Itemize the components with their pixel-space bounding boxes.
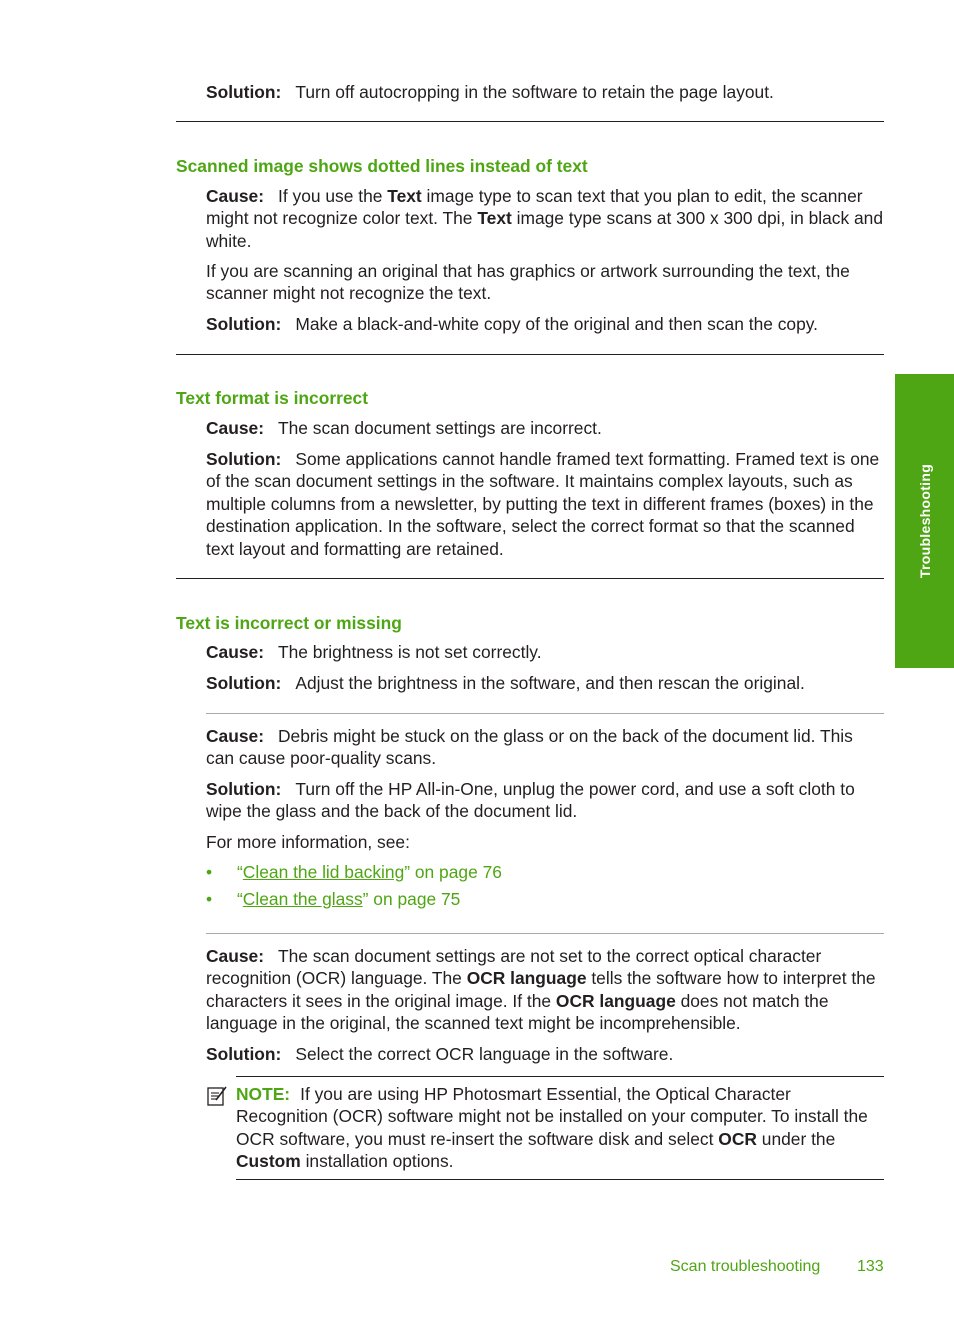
- solution-text: Select the correct OCR language in the software.: [295, 1044, 674, 1064]
- note-top-rule: [236, 1076, 884, 1077]
- cause-paragraph: [206, 725, 884, 770]
- side-tab-label: Troubleshooting: [916, 463, 933, 579]
- divider: [176, 578, 884, 579]
- section-heading-text-format: Text format is incorrect: [176, 388, 368, 408]
- quote-open: “: [237, 862, 243, 882]
- link-text[interactable]: Clean the glass: [242, 889, 363, 909]
- bold-term: Text: [387, 186, 422, 206]
- solution-label: Solution:: [206, 449, 282, 469]
- note-label: NOTE:: [236, 1084, 291, 1104]
- bold-term: Text: [477, 208, 512, 229]
- cause-text: image type scans at 300 x 300 dpi, in black and white.: [206, 208, 884, 251]
- sub-divider: [206, 713, 884, 714]
- bullet: •: [206, 862, 213, 882]
- cause-paragraph: [206, 185, 884, 252]
- bold-term: OCR language: [466, 968, 587, 989]
- page-number: 133: [857, 1258, 884, 1275]
- bold-term: Custom: [236, 1151, 301, 1172]
- divider: [176, 354, 884, 355]
- solution-text: Make a black-and-white copy of the original and then scan the copy.: [295, 314, 819, 334]
- section-heading-dotted-lines: Scanned image shows dotted lines instead of text: [176, 156, 588, 176]
- solution-label: Solution:: [206, 82, 282, 102]
- quote-open: “: [237, 889, 243, 909]
- cause-text: Debris might be stuck on the glass or on the back of the document lid. This can cause poor-quality scans.: [206, 726, 853, 769]
- solution-paragraph: [206, 448, 884, 560]
- cause-label: Cause:: [206, 186, 264, 206]
- bullet: •: [206, 889, 213, 909]
- solution-text: Turn off the HP All-in-One, unplug the power cord, and use a soft cloth to wipe the glass and the back of the document lid.: [206, 779, 855, 822]
- cause-paragraph: [206, 641, 884, 663]
- cause-label: Cause:: [206, 726, 264, 746]
- top-solution: [206, 81, 884, 103]
- link-clean-lid-backing[interactable]: [237, 861, 502, 883]
- solution-text: Some applications cannot handle framed text formatting. Framed text is one of the scan document settings in the software. It maintains complex layouts, such as multiple columns from a newsletter, by putting the text in different frames (boxes) in the destination application. In the software, select the correct format so that the scanned text layout and formatting are retained.: [206, 449, 880, 559]
- side-tab-troubleshooting: [895, 374, 954, 668]
- sub-divider: [206, 933, 884, 934]
- note-paragraph: [236, 1083, 886, 1173]
- solution-text: Turn off autocropping in the software to retain the page layout.: [295, 82, 774, 102]
- solution-paragraph: [206, 1043, 884, 1065]
- cause-text: does not match the language in the original, the scanned text might be incomprehensible.: [206, 990, 829, 1034]
- solution-label: Solution:: [206, 673, 282, 693]
- link-clean-glass[interactable]: [237, 888, 460, 910]
- section-heading-text-missing: Text is incorrect or missing: [176, 613, 402, 633]
- footer-section-title: Scan troubleshooting: [670, 1258, 821, 1275]
- note-text: If you are using HP Photosmart Essential, the Optical Character Recognition (OCR) software might not be installed on your computer. To install the OCR software, you must re-insert the software disk and select: [236, 1084, 868, 1149]
- divider: [176, 121, 884, 122]
- solution-paragraph: [206, 778, 884, 823]
- note-text: under the: [756, 1128, 836, 1149]
- bold-term: OCR language: [555, 990, 676, 1011]
- note-bottom-rule: [236, 1179, 884, 1180]
- cause-text: The scan document settings are not set to the correct optical character recognition (OCR) language. The: [206, 946, 822, 989]
- solution-label: Solution:: [206, 314, 282, 334]
- solution-label: Solution:: [206, 1044, 282, 1064]
- link-text[interactable]: Clean the lid backing: [242, 862, 405, 882]
- cause-text: The brightness is not set correctly.: [278, 642, 542, 662]
- body-paragraph: If you are scanning an original that has graphics or artwork surrounding the text, the scanner might not recognize the text.: [206, 261, 850, 304]
- solution-paragraph: [206, 313, 884, 335]
- bold-term: OCR: [718, 1128, 757, 1149]
- solution-label: Solution:: [206, 779, 282, 799]
- cause-label: Cause:: [206, 418, 264, 438]
- cause-paragraph: [206, 945, 884, 1035]
- cause-label: Cause:: [206, 946, 264, 966]
- page-ref: ” on page 76: [404, 862, 502, 882]
- cause-text: The scan document settings are incorrect.: [278, 418, 602, 438]
- cause-paragraph: [206, 417, 884, 439]
- page-ref: ” on page 75: [362, 889, 461, 909]
- cause-text: If you use the: [278, 186, 388, 206]
- cause-text: image type to scan text that you plan to edit, the scanner might not recognize color text. The: [206, 186, 863, 229]
- cause-text: tells the software how to interpret the characters it sees in the original image. If the: [206, 968, 876, 1011]
- cause-label: Cause:: [206, 642, 264, 662]
- solution-paragraph: [206, 672, 884, 694]
- solution-text: Adjust the brightness in the software, and then rescan the original.: [295, 673, 805, 693]
- note-icon: [206, 1085, 228, 1107]
- more-info-text: For more information, see:: [206, 832, 410, 852]
- note-text: installation options.: [300, 1151, 454, 1172]
